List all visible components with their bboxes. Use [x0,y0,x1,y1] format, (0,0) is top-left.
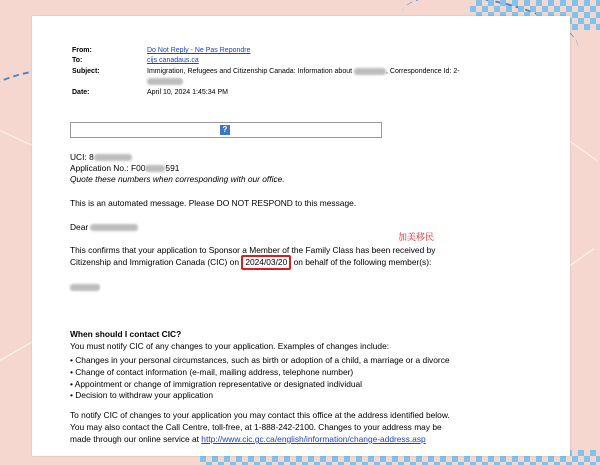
confirmation-line-1: This confirms that your application to Sponsor a Member of the Family Class has been received by [70,245,436,255]
quote-note: Quote these numbers when corresponding with our office. [70,174,285,184]
confirmation-text-a: Citizenship and Immigration Canada (CIC) on [70,257,239,267]
confirmation-line-2 [70,255,431,270]
contact-heading: When should I contact CIC? [70,329,182,339]
redacted-name [354,68,386,75]
salutation [70,222,138,233]
date-label: Date: [72,89,90,96]
dear-text: Dear [70,222,89,232]
changes-list [70,355,450,402]
change-address-link[interactable]: http://www.cic.gc.ca/english/information/change-address.asp [201,434,426,444]
notify-line: You must notify CIC of any changes to your application. Examples of changes include: [70,341,390,351]
footer-text: made through our online service at [70,434,199,444]
highlighted-received-date: 2024/03/20 [241,255,291,270]
annotation-note: 加美移民 [398,232,435,242]
application-number-suffix: 591 [165,163,180,173]
from-link[interactable]: Do Not Reply - Ne Pas Repondre [147,47,251,54]
missing-image-icon: ? [220,125,230,135]
redacted-recipient [90,224,138,231]
list-item: • Decision to withdraw your application [70,390,214,401]
email-document [32,16,570,456]
automated-notice: This is an automated message. Please DO NOT RESPOND to this message. [70,198,357,208]
subject-text-2: , Correspondence Id: 2- [386,68,460,75]
to-label: To: [72,57,83,64]
footer-line-2: You may also contact the Call Centre, toll-free, at 1-888-242-2100. Changes to your address may be [70,422,442,432]
confirmation-text-b: on behalf of the following member(s): [293,257,432,267]
redacted-application-number [145,165,165,172]
date-value: April 10, 2024 1:45:34 PM [147,89,228,96]
list-item: • Appointment or change of immigration representative or designated individual [70,378,363,389]
subject-text-1: Immigration, Refugees and Citizenship Canada: Information about [147,68,353,75]
embedded-image-box [70,122,382,138]
list-item: • Change of contact information (e-mail, mailing address, telephone number) [70,366,354,377]
list-item: • Changes in your personal circumstances, such as birth or adoption of a child, a marriage or a divorce [70,355,450,365]
from-label: From: [72,47,92,54]
to-link[interactable]: cijs canadaus.ca [147,57,199,64]
application-number-prefix: Application No.: F00 [70,163,146,173]
footer-line-1: To notify CIC of changes to your application you may contact this office at the address identified below. [70,410,450,420]
footer-line-3 [70,434,426,445]
redacted-uci [94,154,132,161]
subject-value [147,67,507,77]
application-number-line [70,163,179,174]
redacted-member [70,282,100,293]
subject-redacted-id [147,77,507,87]
uci-text: UCI: 8 [70,152,94,162]
subject-label: Subject: [72,68,100,75]
uci-line [70,152,132,163]
